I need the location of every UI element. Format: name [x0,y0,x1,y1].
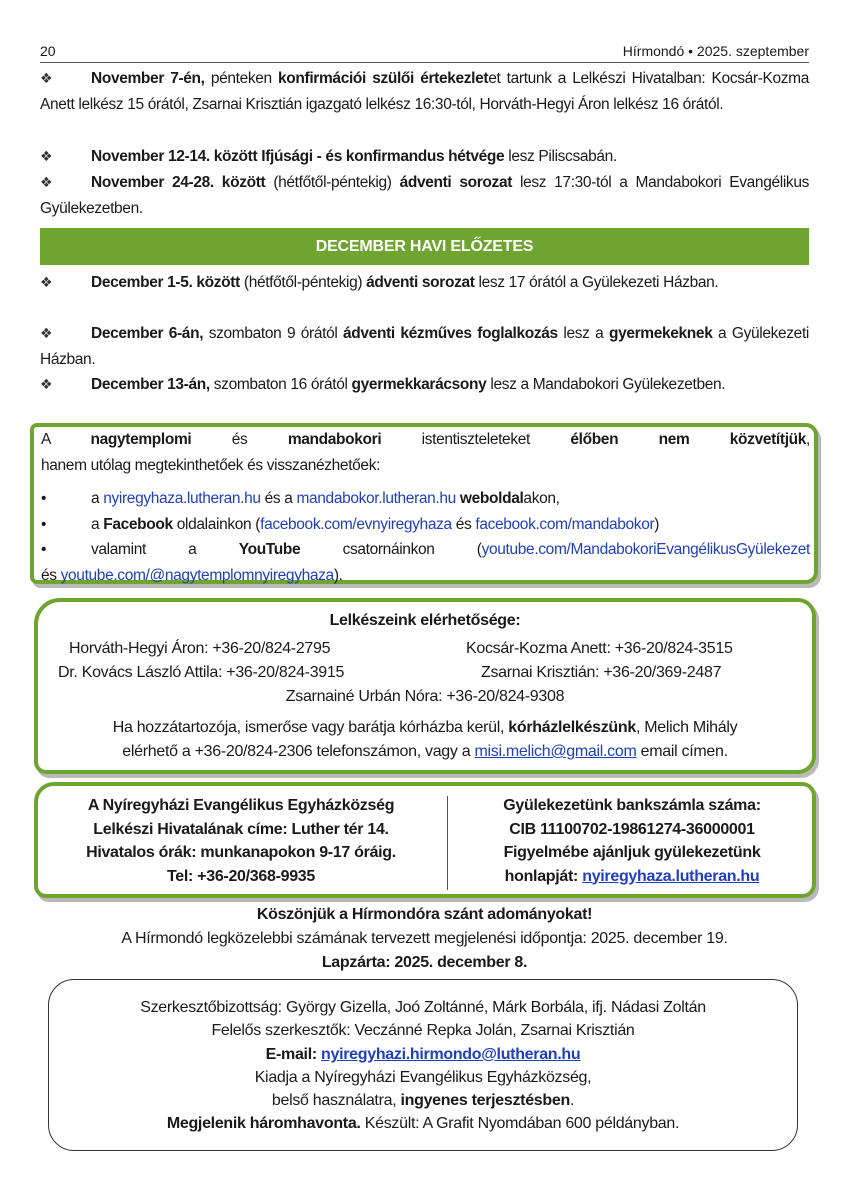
link-youtube-nagytemplom[interactable]: youtube.com/@nagytemplomnyiregyhaza [60,566,334,584]
diamond-bullet-icon: ❖ [40,376,53,392]
page-number: 20 [40,43,56,59]
link-mandabokor-website[interactable]: mandabokor.lutheran.hu [296,490,456,507]
contact-kovacs: Dr. Kovács László Attila: +36-20/824-3915 [58,664,345,681]
hospital-chaplain-line-2: elérhető a +36-20/824-2306 telefonszámon, vagy a misi.melich@gmail.com email címen. [122,743,728,760]
event-item-december-1-5: ❖ December 1-5. között (hétfőtől-péntekig) ádventi sorozat lesz 17 órától a Gyülekezeti Házban. [40,270,809,296]
diamond-bullet-icon: ❖ [40,325,53,341]
page-header [40,41,809,63]
imprint-box [48,979,798,1151]
streaming-intro-line: A nagytemplomi és mandabokori istentiszteleteket élőben nem közvetítjük, [41,431,811,448]
diamond-bullet-icon: ❖ [40,174,53,190]
publisher: Kiadja a Nyíregyházi Evangélikus Egyházközség, [254,1069,592,1086]
dot-bullet-icon: • [41,490,47,507]
hospital-chaplain-line-1: Ha hozzátartozója, ismerőse vagy barátja kórházba kerül, kórházlelkészünk, Melich Mihály [112,719,738,736]
dot-bullet-icon: • [41,541,47,558]
streaming-intro-line-2: hanem utólag megtekinthetőek és visszanézhetőek: [41,456,381,474]
bullet-facebook: • a Facebook oldalainkon (facebook.com/evnyiregyhaza és facebook.com/mandabokor) [41,512,810,538]
bank-info: Gyülekezetünk bankszámla száma: CIB 11100702-19861274-36000001 Figyelmébe ajánljuk gyülekezetünk honlapját: nyiregyhaza.lutheran.hu [503,797,761,885]
editorial-board: Szerkesztőbizottság: György Gizella, Joó Zoltánné, Márk Borbála, ifj. Nádasi Zoltán [140,999,706,1016]
link-youtube-mandabokor[interactable]: youtube.com/MandabokoriEvangélikusGyülekezet [481,541,810,558]
contact-zsarnai: Zsarnai Krisztián: +36-20/369-2487 [481,664,722,681]
email-link-hirmondo[interactable]: nyiregyhazi.hirmondo@lutheran.hu [321,1046,581,1063]
link-facebook-evnyiregyhaza[interactable]: facebook.com/evnyiregyhaza [260,515,452,533]
event-item-november-7: ❖ November 7-én, pénteken konfirmációi szülői értekezletet tartunk a Lelkészi Hivatalban: Kocsár-Kozma Anett lelkész 15 órától, Zsarnai Krisztián igazgató lelkész 16:30-tól, Horváth-Hegyi Áron lelkész 16 órától. [40,66,809,117]
next-issue-date: A Hírmondó legközelebbi számának tervezett megjelenési időpontja: 2025. december 19. [121,930,728,947]
office-bank-box [34,782,816,898]
section-heading-december: DECEMBER HAVI ELŐZETES [40,228,809,265]
office-info: A Nyíregyházi Evangélikus Egyházközség Lelkészi Hivatalának címe: Luther tér 14. Hivatalos órák: munkanapokon 9-17 óráig. Tel: +36-20/368-9935 [86,797,396,885]
diamond-bullet-icon: ❖ [40,148,53,164]
link-nyiregyhaza-website[interactable]: nyiregyhaza.lutheran.hu [103,490,261,507]
dot-bullet-icon: • [41,515,47,533]
deadline: Lapzárta: 2025. december 8. [321,954,528,971]
bullet-youtube: • valamint a YouTube csatornáinkon (youtube.com/MandabokoriEvangélikusGyülekezet [41,537,810,563]
bullet-websites: • a nyiregyhaza.lutheran.hu és a mandabokor.lutheran.hu weboldalakon, [41,486,810,512]
responsible-editors: Felelős szerkesztők: Veczánné Repka Jolán, Zsarnai Krisztián [211,1022,635,1039]
email-link-melich[interactable]: misi.melich@gmail.com [474,743,637,760]
donation-thanks: Köszönjük a Hírmondóra szánt adományokat! [256,906,593,923]
imprint-email-line: E-mail: nyiregyhazi.hirmondo@lutheran.hu [265,1046,581,1063]
pastors-contact-box [34,598,816,774]
link-facebook-mandabokor[interactable]: facebook.com/mandabokor [475,515,655,533]
contact-horvath-hegyi: Horváth-Hegyi Áron: +36-20/824-2795 [69,640,331,657]
pastors-box-title: Lelkészeink elérhetősége: [329,612,521,629]
event-item-december-13: ❖ December 13-án, szombaton 16 órától gyermekkarácsony lesz a Mandabokori Gyülekezetben. [40,372,809,398]
contact-zsarnaine: Zsarnainé Urbán Nóra: +36-20/824-9308 [285,688,565,705]
diamond-bullet-icon: ❖ [40,274,53,290]
event-item-december-6: ❖ December 6-án, szombaton 9 órától ádventi kézműves foglalkozás lesz a gyermekeknek a Gyülekezeti Házban. [40,321,809,372]
contact-kocsar-kozma: Kocsár-Kozma Anett: +36-20/824-3515 [466,640,733,657]
event-item-november-12-14: ❖ November 12-14. között Ifjúsági - és konfirmandus hétvége lesz Piliscsabán. [40,144,809,170]
distribution-note: belső használatra, ingyenes terjesztésben. [271,1092,575,1109]
event-item-november-24-28: ❖ November 24-28. között (hétfőtől-péntekig) ádventi sorozat lesz 17:30-tól a Mandabokori Evangélikus Gyülekezetben. [40,170,809,221]
link-church-homepage[interactable]: nyiregyhaza.lutheran.hu [582,867,760,885]
diamond-bullet-icon: ❖ [40,70,53,86]
publication-title: Hírmondó • 2025. szeptember [622,43,809,59]
bullet-youtube-continued: és youtube.com/@nagytemplomnyiregyhaza). [41,566,343,584]
streaming-info-box [30,423,818,584]
frequency-note: Megjelenik háromhavonta. Készült: A Grafit Nyomdában 600 példányban. [166,1115,680,1132]
